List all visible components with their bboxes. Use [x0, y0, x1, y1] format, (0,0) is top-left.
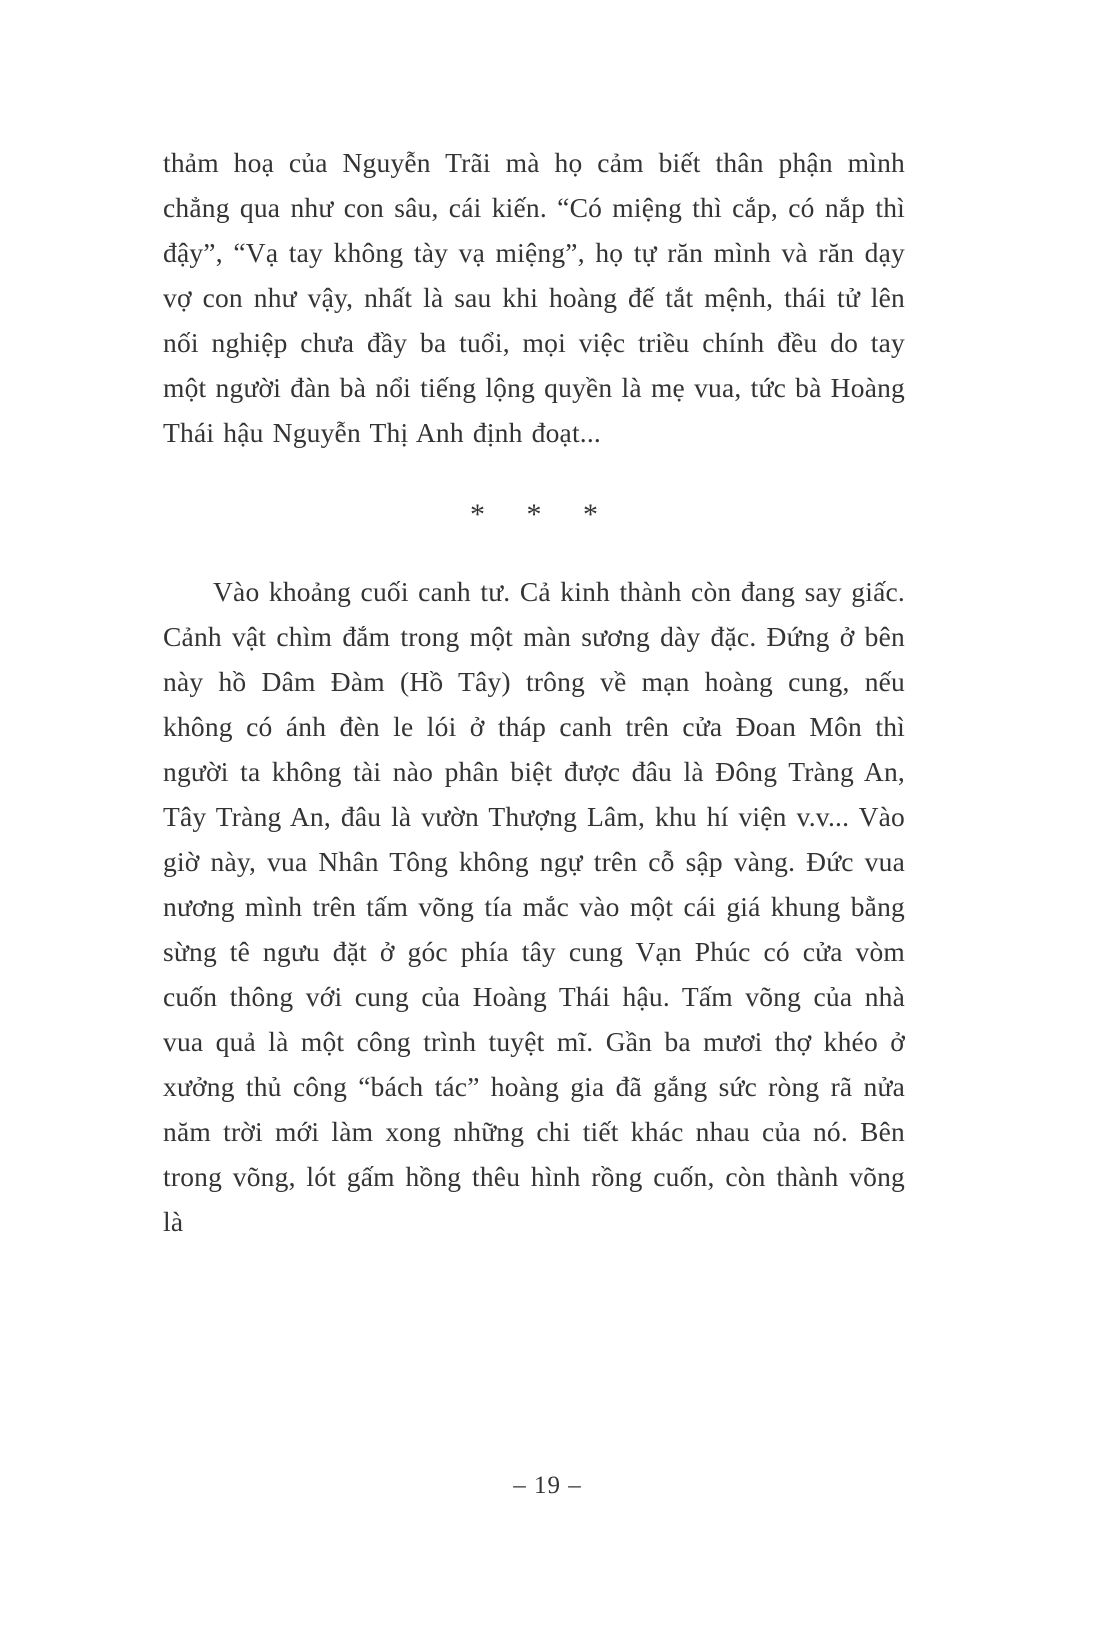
text-block	[163, 140, 905, 1244]
section-separator: * * *	[470, 498, 598, 531]
page-number: – 19 –	[513, 1472, 582, 1499]
paragraph-scene: Vào khoảng cuối canh tư. Cả kinh thành còn đang say giấc. Cảnh vật chìm đắm trong một màn sương dày đặc. Đứng ở bên này hồ Dâm Đàm (Hồ Tây) trông về mạn hoàng cung, nếu không có ánh đèn le lói ở tháp canh trên cửa Đoan Môn thì người ta không tài nào phân biệt được đâu là Đông Tràng An, Tây Tràng An, đâu là vườn Thượng Lâm, khu hí viện v.v... Vào giờ này, vua Nhân Tông không ngự trên cỗ sập vàng. Đức vua nương mình trên tấm võng tía mắc vào một cái giá khung bằng sừng tê ngưu đặt ở góc phía tây cung Vạn Phúc có cửa vòm cuốn thông với cung của Hoàng Thái hậu. Tấm võng của nhà vua quả là một công trình tuyệt mĩ. Gần ba mươi thợ khéo ở xưởng thủ công “bách tác” hoàng gia đã gắng sức ròng rã nửa năm trời mới làm xong những chi tiết khác nhau của nó. Bên trong võng, lót gấm hồng thêu hình rồng cuốn, còn thành võng là	[163, 576, 905, 1237]
paragraph-continuation: thảm hoạ của Nguyễn Trãi mà họ cảm biết thân phận mình chẳng qua như con sâu, cái kiến. “Có miệng thì cắp, có nắp thì đậy”, “Vạ tay không tày vạ miệng”, họ tự răn mình và răn dạy vợ con như vậy, nhất là sau khi hoàng đế tắt mệnh, thái tử lên nối nghiệp chưa đầy ba tuổi, mọi việc triều chính đều do tay một người đàn bà nổi tiếng lộng quyền là mẹ vua, tức bà Hoàng Thái hậu Nguyễn Thị Anh định đoạt...	[163, 147, 905, 448]
